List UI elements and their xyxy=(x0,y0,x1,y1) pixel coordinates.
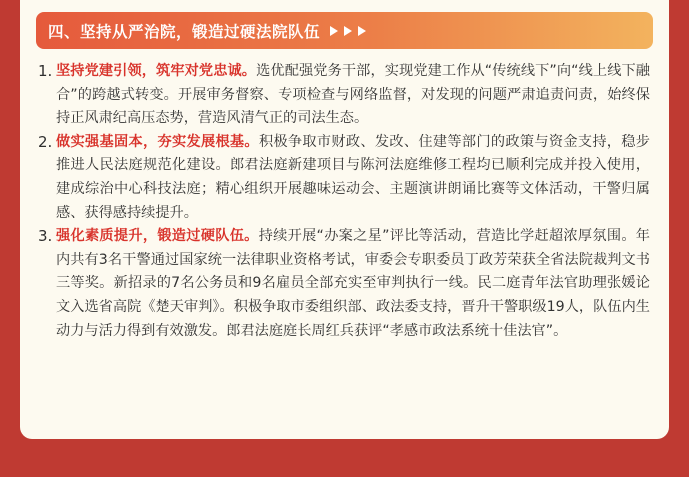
item-text: 持续开展“办案之星”评比等活动，营造比学赶超浓厚氛围。年内共有3名干警通过国家统一法律职业资格考试，审委会专职委员丁政芳荣获全省法院裁判文书三等奖。新招录的7名公务员和9名雇员全部充实至审判执行一线。民二庭青年法官助理张媛论文入选省高院《楚天审判》。积极争取市委组织部、政法委支持，晋升干警职级19人，队伍内生动力与活力得到有效激发。郎君法庭庭长周红兵获评“孝感市政法系统十佳法官”。 xyxy=(56,228,650,339)
item-number: 3. xyxy=(38,227,53,246)
item-lead: 做实强基固本，夯实发展根基。 xyxy=(56,133,259,150)
list-item xyxy=(38,60,650,131)
arrow-right-icon xyxy=(330,26,338,36)
item-number: 2. xyxy=(38,132,53,151)
list-item xyxy=(38,131,650,225)
item-number: 1. xyxy=(38,62,53,80)
arrow-right-icon xyxy=(358,26,366,36)
section-banner xyxy=(36,12,653,49)
arrow-right-icon xyxy=(344,26,352,36)
item-lead: 强化素质提升，锻造过硬队伍。 xyxy=(56,228,259,245)
item-lead: 坚持党建引领，筑牢对党忠诚。 xyxy=(56,63,257,79)
content-card xyxy=(20,0,669,439)
measures-list xyxy=(38,60,650,343)
item-text: 积极争取市财政、发改、住建等部门的政策与资金支持，稳步推进人民法庭规范化建设。郎君法庭新建项目与陈河法庭维修工程均已顺利完成并投入使用，建成综治中心科技法庭；精心组织开展趣味运动会、主题演讲朗诵比赛等文体活动，干警归属感、获得感持续提升。 xyxy=(56,133,650,221)
list-item xyxy=(38,225,650,343)
banner-arrows xyxy=(330,26,366,36)
section-title: 四、坚持从严治院，锻造过硬法院队伍 xyxy=(48,22,321,41)
item-text: 选优配强党务干部，实现党建工作从“传统线下”向“线上线下融合”的跨越式转变。开展审务督察、专项检查与网络监督，对发现的问题严肃追责问责，始终保持正风肃纪高压态势，营造风清气正的司法生态。 xyxy=(56,63,650,127)
